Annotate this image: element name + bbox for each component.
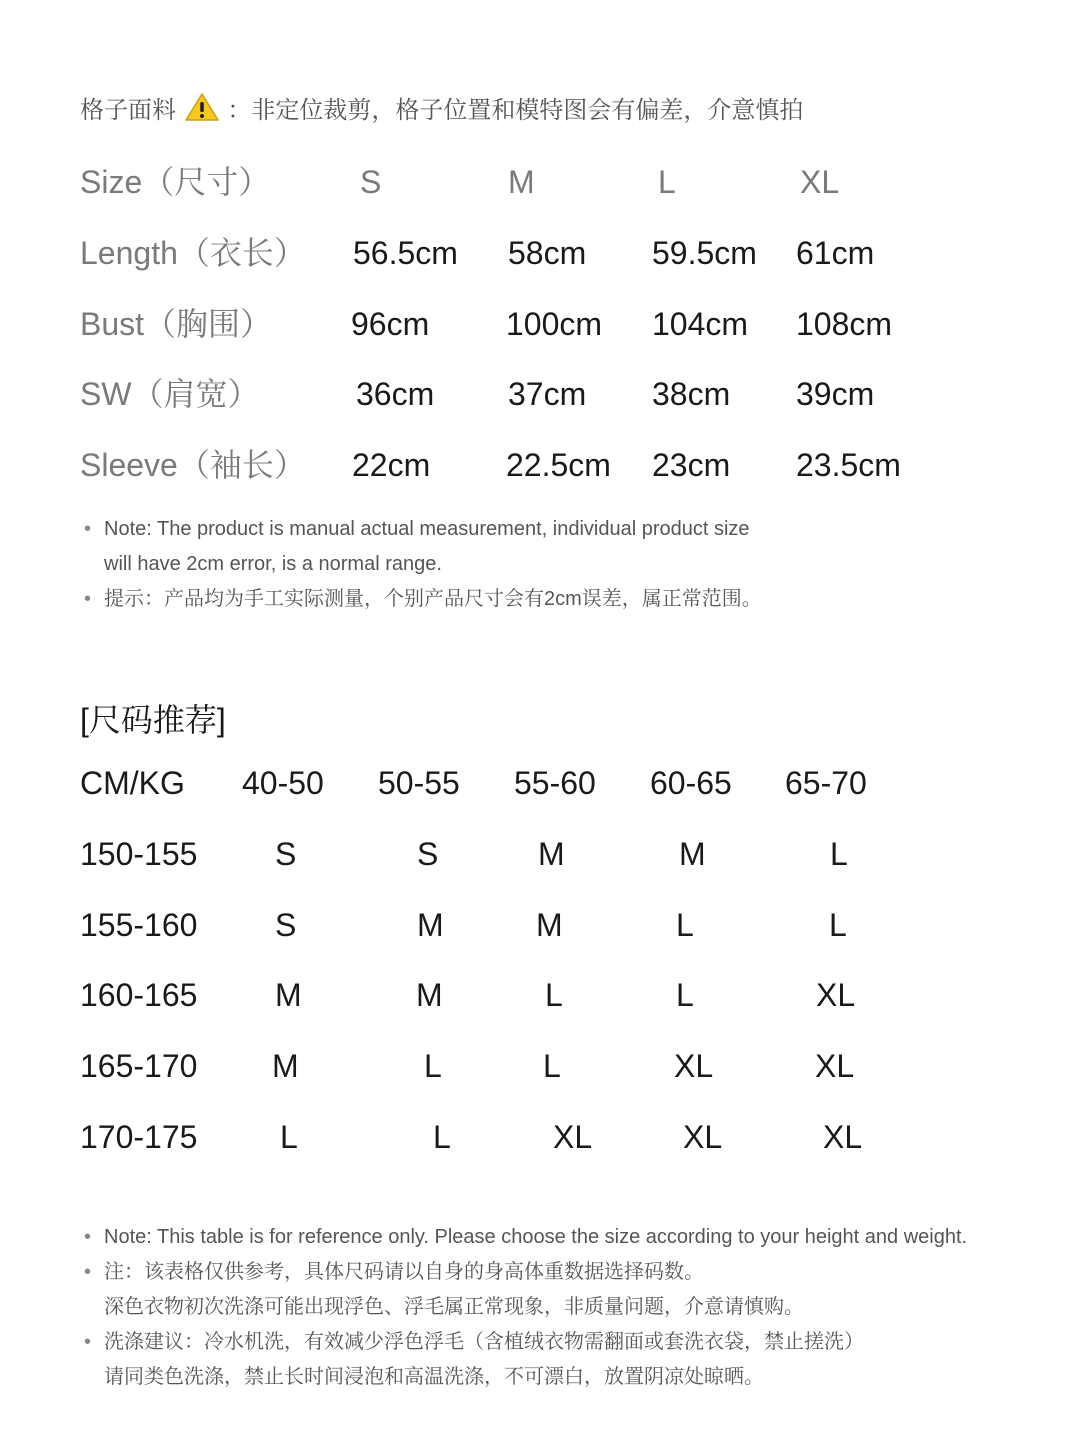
fabric-warning: [80, 90, 803, 129]
note-item: [84, 1220, 1074, 1255]
size-value: 108cm: [796, 306, 893, 342]
bottom-notes: [84, 1220, 1074, 1395]
recommended-size: L: [676, 977, 694, 1013]
note-line: Note: This table is for reference only. Please choose the size according to your height and weight.: [104, 1226, 968, 1248]
size-value: 22cm: [352, 447, 431, 483]
size-header-cell: S: [360, 164, 382, 200]
note-line: 深色衣物初次洗涤可能出现浮色、浮毛属正常现象，非质量问题，介意请慎购。: [104, 1296, 804, 1318]
recommended-size: L: [830, 836, 848, 872]
height-range: 165-170: [80, 1048, 198, 1084]
recommended-size: L: [543, 1048, 561, 1084]
size-row-label: SW（肩宽）: [80, 376, 260, 412]
size-row-label: Bust（胸围）: [80, 306, 273, 342]
weight-range: 65-70: [785, 765, 867, 801]
recommended-size: M: [536, 907, 563, 943]
recommended-size: M: [417, 907, 444, 943]
size-value: 23.5cm: [796, 447, 901, 483]
note-line: 注：该表格仅供参考，具体尺码请以自身的身高体重数据选择码数。: [104, 1261, 704, 1283]
bullet-icon: •: [84, 1226, 92, 1248]
warning-prefix: 格子面料: [80, 97, 176, 124]
note-item: [84, 1255, 1074, 1325]
recommended-size: XL: [553, 1119, 593, 1155]
warning-suffix: ：非定位裁剪，格子位置和模特图会有偏差，介意慎拍: [227, 97, 804, 124]
warning-icon: [185, 92, 219, 129]
size-value: 23cm: [652, 447, 731, 483]
size-value: 38cm: [652, 376, 731, 412]
recommended-size: M: [538, 836, 565, 872]
size-table-row: [0, 228, 1080, 278]
note-item: [84, 512, 1074, 582]
recommended-size: L: [280, 1119, 298, 1155]
note-line: will have 2cm error, is a normal range.: [104, 553, 442, 575]
recommend-row: [0, 829, 1080, 879]
bullet-icon: •: [84, 518, 92, 540]
weight-range: 40-50: [242, 765, 324, 801]
size-value: 37cm: [508, 376, 587, 412]
size-notes: [84, 512, 1074, 617]
recommended-size: XL: [823, 1119, 863, 1155]
size-header-cell: XL: [800, 164, 840, 200]
recommend-title: [尺码推荐]: [80, 702, 226, 738]
recommended-size: XL: [683, 1119, 723, 1155]
note-item: [84, 582, 1074, 617]
size-value: 59.5cm: [652, 235, 757, 271]
size-value: 39cm: [796, 376, 875, 412]
height-range: 160-165: [80, 977, 198, 1013]
recommended-size: XL: [815, 1048, 855, 1084]
size-value: 104cm: [652, 306, 749, 342]
size-table-header: [0, 157, 1080, 207]
recommend-row: [0, 900, 1080, 950]
recommended-size: S: [275, 907, 297, 943]
recommended-size: XL: [674, 1048, 714, 1084]
recommended-size: L: [545, 977, 563, 1013]
note-line: 提示：产品均为手工实际测量，个别产品尺寸会有2cm误差，属正常范围。: [104, 588, 762, 610]
weight-range: 55-60: [514, 765, 596, 801]
recommend-row: [0, 970, 1080, 1020]
note-item: [84, 1325, 1074, 1395]
recommended-size: S: [417, 836, 439, 872]
size-value: 22.5cm: [506, 447, 611, 483]
recommended-size: M: [679, 836, 706, 872]
weight-range: 60-65: [650, 765, 732, 801]
recommended-size: M: [272, 1048, 299, 1084]
size-table-row: [0, 440, 1080, 490]
height-range: 170-175: [80, 1119, 198, 1155]
size-value: 56.5cm: [353, 235, 458, 271]
size-header-cell: L: [658, 164, 676, 200]
recommended-size: M: [416, 977, 443, 1013]
size-table-row: [0, 299, 1080, 349]
size-value: 61cm: [796, 235, 875, 271]
recommend-header-label: CM/KG: [80, 765, 185, 801]
weight-range: 50-55: [378, 765, 460, 801]
recommended-size: L: [424, 1048, 442, 1084]
size-header-cell: M: [508, 164, 535, 200]
recommend-row: [0, 1112, 1080, 1162]
note-line: 请同类色洗涤，禁止长时间浸泡和高温洗涤，不可漂白，放置阴凉处晾晒。: [104, 1366, 764, 1388]
size-value: 100cm: [506, 306, 603, 342]
recommended-size: L: [676, 907, 694, 943]
recommended-size: L: [433, 1119, 451, 1155]
bullet-icon: •: [84, 1331, 92, 1353]
recommended-size: M: [275, 977, 302, 1013]
size-value: 96cm: [351, 306, 430, 342]
recommended-size: L: [829, 907, 847, 943]
note-line: Note: The product is manual actual measurement, individual product size: [104, 518, 750, 540]
recommended-size: S: [275, 836, 297, 872]
note-line: 洗涤建议：冷水机洗，有效减少浮色浮毛（含植绒衣物需翻面或套洗衣袋，禁止搓洗）: [104, 1331, 864, 1353]
height-range: 150-155: [80, 836, 198, 872]
recommended-size: XL: [816, 977, 856, 1013]
size-value: 58cm: [508, 235, 587, 271]
bullet-icon: •: [84, 1261, 92, 1283]
recommend-row: [0, 1041, 1080, 1091]
size-header-label: Size（尺寸）: [80, 164, 271, 200]
size-row-label: Length（衣长）: [80, 235, 306, 271]
height-range: 155-160: [80, 907, 198, 943]
bullet-icon: •: [84, 588, 92, 610]
recommend-header: [0, 758, 1080, 808]
size-row-label: Sleeve（袖长）: [80, 447, 306, 483]
size-value: 36cm: [356, 376, 435, 412]
size-table-row: [0, 369, 1080, 419]
